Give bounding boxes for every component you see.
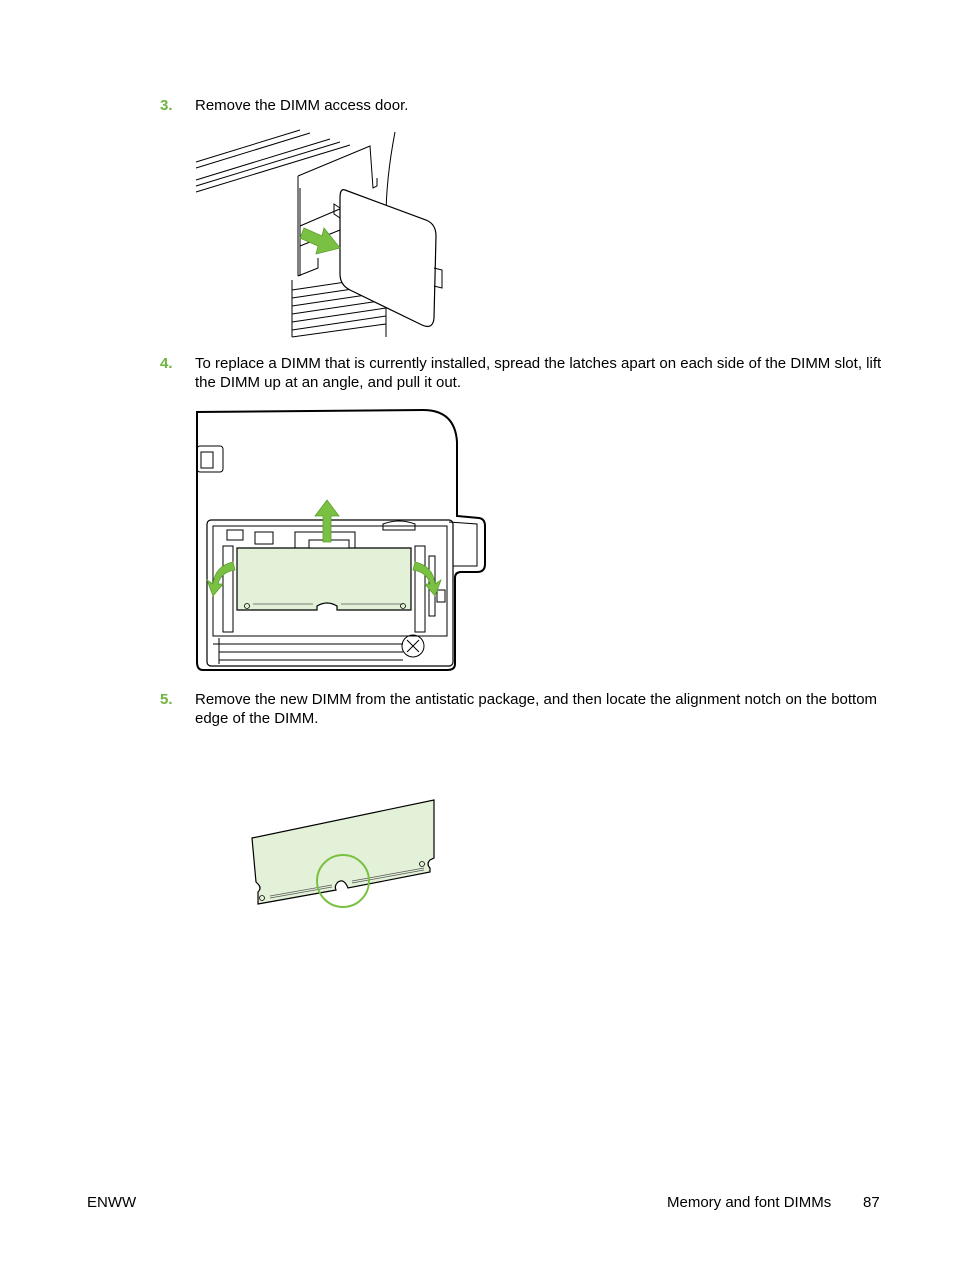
figure-dimm-alignment-notch [248,796,440,912]
step-text: To replace a DIMM that is currently installed, spread the latches apart on each side of the DIMM slot, lift the DIMM up at an angle, and pull it out. [195,355,882,391]
step-number: 5. [160,691,173,708]
arrow-up-icon [315,500,339,542]
step-number: 4. [160,355,173,372]
step-text: Remove the new DIMM from the antistatic package, and then locate the alignment notch on the bottom edge of the DIMM. [195,691,878,727]
figure-remove-access-door [190,128,450,340]
latch-left-arrow-icon [207,562,235,596]
page-number: 87 [863,1194,880,1211]
footer-section-title: Memory and font DIMMs [667,1194,832,1211]
dimm-module [237,540,411,610]
step-number: 3. [160,97,173,114]
latch-right-arrow-icon [413,562,441,596]
step-text: Remove the DIMM access door. [195,97,409,114]
figure-remove-installed-dimm [193,406,489,676]
footer-left: ENWW [87,1194,137,1211]
